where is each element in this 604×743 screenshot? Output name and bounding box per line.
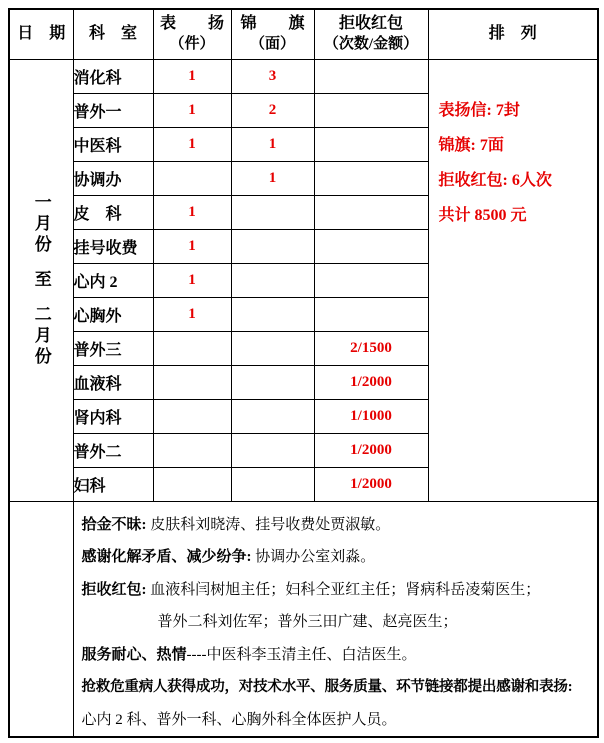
banner-count: 3 — [231, 59, 314, 93]
redpacket-value: 1/2000 — [314, 365, 428, 399]
redpacket-value — [314, 59, 428, 93]
note-found-money — [82, 509, 594, 542]
banner-count — [231, 467, 314, 501]
redpacket-value: 2/1500 — [314, 331, 428, 365]
header-praise-line1: 表 扬 — [159, 15, 224, 33]
notes-row — [9, 501, 598, 737]
note-refused-redpackets-continued — [82, 606, 594, 639]
department-name: 消化科 — [73, 59, 153, 93]
notes-block — [74, 502, 598, 737]
header-date: 日 期 — [9, 9, 73, 59]
summary-redpackets: 拒收红包: 6人次 — [438, 171, 552, 189]
date-part-1: 一月份 — [31, 192, 51, 256]
redpacket-value — [314, 297, 428, 331]
note-label: 感谢化解矛盾、减少纷争: — [81, 549, 252, 565]
redpacket-value: 1/1000 — [314, 399, 428, 433]
redpacket-value — [314, 229, 428, 263]
praise-count: 1 — [153, 93, 231, 127]
note-label: 拒收红包: — [81, 581, 147, 598]
department-name: 妇科 — [73, 467, 153, 501]
redpacket-value — [314, 127, 428, 161]
redpacket-value — [314, 93, 428, 127]
summary-total-amount: 共计 8500 元 — [438, 206, 527, 224]
note-text: 普外二科刘佐军；普外三田广建、赵亮医生； — [157, 614, 458, 630]
note-text: 血液科闫树旭主任；妇科仝亚红主任；肾病科岳凌菊医生； — [146, 581, 541, 598]
department-name: 挂号收费 — [73, 229, 153, 263]
note-text: ----中医科李玉清主任、白洁医生。 — [186, 646, 417, 663]
banner-count — [231, 365, 314, 399]
banner-count — [231, 263, 314, 297]
banner-count — [231, 433, 314, 467]
praise-count — [153, 161, 231, 195]
header-redpacket — [314, 9, 428, 59]
department-name: 协调办 — [73, 161, 153, 195]
redpacket-value — [314, 263, 428, 297]
redpacket-value: 1/2000 — [314, 433, 428, 467]
banner-count — [231, 195, 314, 229]
header-department: 科 室 — [73, 9, 153, 59]
note-patient-service — [82, 639, 594, 672]
note-text: 协调办公室刘淼。 — [251, 549, 376, 565]
praise-count — [153, 433, 231, 467]
header-redpacket-unit: （次数/金额） — [323, 36, 419, 53]
praise-count: 1 — [153, 229, 231, 263]
header-ranking: 排 列 — [428, 9, 598, 59]
department-name: 血液科 — [73, 365, 153, 399]
department-name: 普外二 — [73, 433, 153, 467]
header-praise — [153, 9, 231, 59]
department-name: 皮 科 — [73, 195, 153, 229]
note-dispute-resolution — [82, 541, 594, 574]
praise-count: 1 — [153, 195, 231, 229]
note-label: 服务耐心、热情 — [81, 646, 187, 663]
note-label: 拾金不昧: — [81, 516, 147, 533]
commendation-stats-table — [8, 8, 599, 738]
department-name: 中医科 — [73, 127, 153, 161]
note-text: 心内 2 科、普外一科、心胸外科全体医护人员。 — [81, 711, 397, 728]
header-praise-unit: （件） — [169, 36, 215, 53]
banner-count — [231, 331, 314, 365]
note-refused-redpackets — [82, 574, 594, 607]
banner-count: 1 — [231, 127, 314, 161]
department-name: 心胸外 — [73, 297, 153, 331]
redpacket-value — [314, 161, 428, 195]
praise-count: 1 — [153, 297, 231, 331]
header-redpacket-line1: 拒收红包 — [338, 15, 403, 33]
notes-left-spacer-cell — [9, 501, 73, 737]
notes-cell — [73, 501, 598, 737]
table-row — [9, 59, 598, 93]
banner-count — [231, 297, 314, 331]
praise-count — [153, 365, 231, 399]
banner-count: 2 — [231, 93, 314, 127]
praise-count — [153, 399, 231, 433]
header-banner-line1: 锦 旗 — [240, 15, 305, 33]
header-banner — [231, 9, 314, 59]
note-text: 皮肤科刘晓涛、挂号收费处贾淑敏。 — [146, 516, 391, 533]
ranking-summary-cell — [428, 59, 598, 501]
date-range-vertical-text — [10, 193, 73, 368]
praise-count: 1 — [153, 127, 231, 161]
redpacket-value — [314, 195, 428, 229]
banner-count — [231, 399, 314, 433]
table-header-row — [9, 9, 598, 59]
note-label: 抢救危重病人获得成功，对技术水平、服务质量、环节链接都提出感谢和表扬: — [81, 679, 573, 695]
praise-count: 1 — [153, 59, 231, 93]
redpacket-value: 1/2000 — [314, 467, 428, 501]
note-rescue-success — [82, 671, 594, 704]
note-rescue-success-departments — [82, 704, 594, 737]
department-name: 普外一 — [73, 93, 153, 127]
date-part-3: 二月份 — [31, 304, 51, 368]
summary-block — [429, 60, 598, 233]
banner-count: 1 — [231, 161, 314, 195]
date-range-cell — [9, 59, 73, 501]
banner-count — [231, 229, 314, 263]
department-name: 肾内科 — [73, 399, 153, 433]
department-name: 心内 2 — [73, 263, 153, 297]
header-banner-unit: （面） — [249, 36, 295, 53]
department-name: 普外三 — [73, 331, 153, 365]
summary-praise-letters: 表扬信: 7封 — [438, 101, 520, 119]
praise-count: 1 — [153, 263, 231, 297]
praise-count — [153, 331, 231, 365]
date-part-2: 至 — [31, 269, 51, 291]
summary-banners: 锦旗: 7面 — [438, 136, 504, 154]
praise-count — [153, 467, 231, 501]
